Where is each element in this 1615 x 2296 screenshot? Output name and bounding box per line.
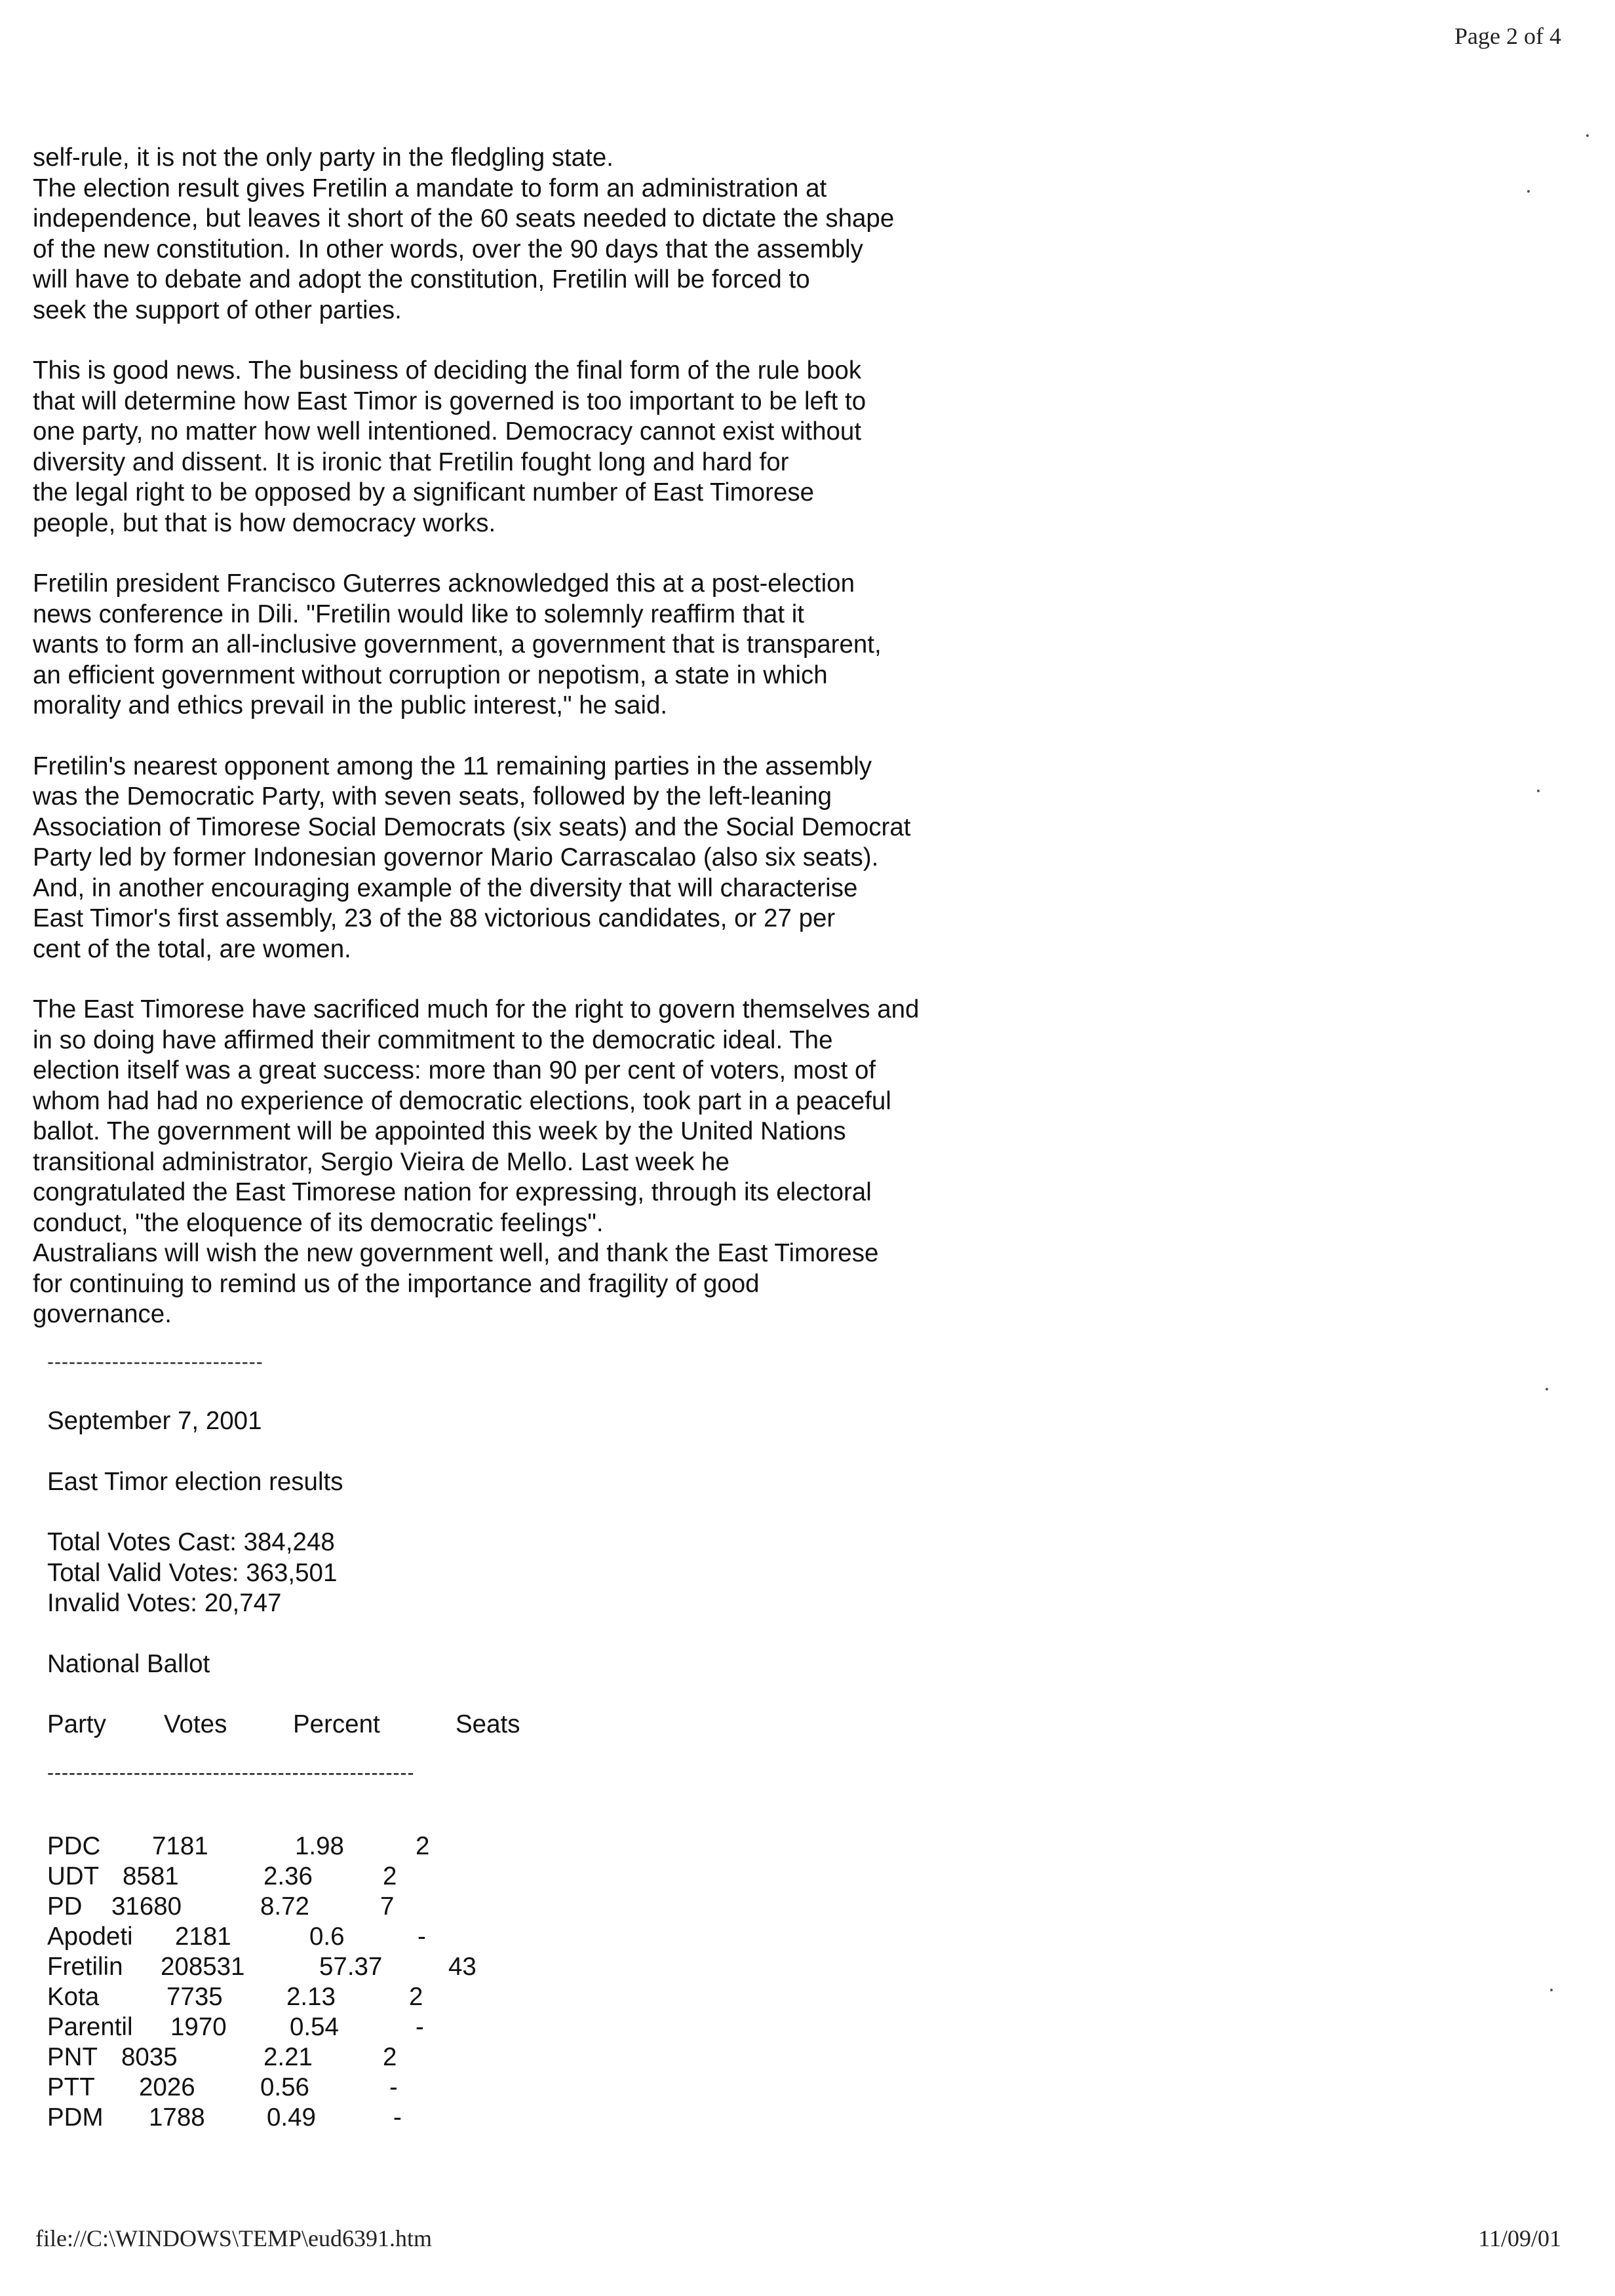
text-line: people, but that is how democracy works. <box>33 508 496 537</box>
scan-speck <box>1527 190 1530 193</box>
seats-cell: 2 <box>409 1983 423 2011</box>
votes-cell: 2181 <box>175 1923 231 1951</box>
text-line: East Timor's first assembly, 23 of the 88 victorious candidates, or 27 per <box>33 904 836 932</box>
invalid-votes: Invalid Votes: 20,747 <box>47 1589 282 1617</box>
paragraph-3 <box>33 569 1055 721</box>
votes-cell: 7181 <box>152 1832 208 1860</box>
percent-cell: 2.36 <box>263 1862 313 1890</box>
text-line: was the Democratic Party, with seven seats, followed by the left-leaning <box>33 782 832 811</box>
votes-cell: 8581 <box>123 1862 179 1890</box>
seats-cell: 43 <box>448 1953 477 1981</box>
votes-cell: 208531 <box>161 1953 245 1981</box>
text-line: conduct, "the eloquence of its democratic feelings". <box>33 1208 604 1237</box>
text-line: Fretilin's nearest opponent among the 11 remaining parties in the assembly <box>33 752 872 780</box>
text-line: cent of the total, are women. <box>33 934 351 963</box>
percent-cell: 8.72 <box>260 1892 309 1921</box>
column-header-party: Party <box>47 1710 106 1738</box>
text-line: for continuing to remind us of the importance and fragility of good <box>33 1269 760 1298</box>
party-cell: Parentil <box>47 2013 133 2041</box>
text-line: the legal right to be opposed by a significant number of East Timorese <box>33 478 815 507</box>
percent-cell: 2.21 <box>263 2043 313 2071</box>
paragraph-5 <box>33 995 1055 1330</box>
percent-cell: 0.54 <box>290 2013 339 2041</box>
table-divider: --------------------------------------------------- <box>47 1762 415 1784</box>
section-divider: ------------------------------ <box>47 1351 263 1373</box>
text-line: Association of Timorese Social Democrats (six seats) and the Social Democrat <box>33 813 911 841</box>
party-cell: PNT <box>47 2043 98 2071</box>
text-line: an efficient government without corruption or nepotism, a state in which <box>33 660 828 689</box>
scan-speck <box>1537 790 1540 792</box>
party-cell: PDC <box>47 1832 101 1860</box>
seats-cell: - <box>416 2013 424 2041</box>
percent-cell: 0.49 <box>267 2103 316 2132</box>
party-cell: UDT <box>47 1862 100 1890</box>
text-line: governance. <box>33 1300 172 1328</box>
seats-cell: 7 <box>380 1892 395 1921</box>
text-line: ballot. The government will be appointed this week by the United Nations <box>33 1117 846 1145</box>
paragraph-1 <box>33 143 1055 326</box>
text-line: diversity and dissent. It is ironic that Fretilin fought long and hard for <box>33 448 789 476</box>
column-header-votes: Votes <box>164 1710 227 1738</box>
seats-cell: - <box>418 1923 426 1951</box>
seats-cell: - <box>389 2073 398 2101</box>
scan-speck <box>1586 134 1589 137</box>
votes-cell: 2026 <box>139 2073 195 2101</box>
text-line: that will determine how East Timor is governed is too important to be left to <box>33 387 866 415</box>
text-line: self-rule, it is not the only party in the fledgling state. <box>33 144 613 172</box>
text-line: Party led by former Indonesian governor Mario Carrascalao (also six seats). <box>33 843 879 871</box>
ballot-title: National Ballot <box>47 1649 210 1678</box>
column-header-percent: Percent <box>293 1710 380 1738</box>
percent-cell: 57.37 <box>319 1953 383 1981</box>
text-line: independence, but leaves it short of the 60 seats needed to dictate the shape <box>33 204 895 233</box>
votes-cell: 31680 <box>111 1892 182 1921</box>
text-line: one party, no matter how well intentioned. Democracy cannot exist without <box>33 417 862 446</box>
text-line: wants to form an all-inclusive government, a government that is transparent, <box>33 630 882 659</box>
paragraph-2 <box>33 356 1055 539</box>
votes-cell: 1788 <box>149 2103 205 2132</box>
table-header <box>47 1710 520 1740</box>
text-line: seek the support of other parties. <box>33 296 402 324</box>
votes-cell: 1970 <box>170 2013 227 2041</box>
party-cell: Apodeti <box>47 1923 133 1951</box>
total-votes-cast: Total Votes Cast: 384,248 <box>47 1528 335 1556</box>
paragraph-4 <box>33 752 1055 965</box>
party-cell: PDM <box>47 2103 104 2132</box>
column-header-seats: Seats <box>456 1710 520 1738</box>
text-line: news conference in Dili. "Fretilin would like to solemnly reaffirm that it <box>33 600 804 628</box>
seats-cell: 2 <box>383 2043 397 2071</box>
total-valid-votes: Total Valid Votes: 363,501 <box>47 1558 338 1587</box>
percent-cell: 2.13 <box>286 1983 336 2011</box>
votes-cell: 7735 <box>166 1983 223 2011</box>
text-line: Australians will wish the new government well, and thank the East Timorese <box>33 1239 879 1267</box>
results-date: September 7, 2001 <box>47 1407 262 1435</box>
text-line: This is good news. The business of deciding the final form of the rule book <box>33 356 862 385</box>
seats-cell: 2 <box>383 1862 397 1890</box>
text-line: will have to debate and adopt the constitution, Fretilin will be forced to <box>33 265 810 294</box>
page-footer <box>35 2225 1561 2257</box>
text-line: morality and ethics prevail in the public interest," he said. <box>33 691 668 719</box>
page-number: Page 2 of 4 <box>1454 23 1561 49</box>
party-cell: PD <box>47 1892 83 1921</box>
seats-cell: 2 <box>416 1832 430 1860</box>
results-title: East Timor election results <box>47 1467 343 1496</box>
percent-cell: 0.6 <box>309 1923 345 1951</box>
text-line: of the new constitution. In other words, over the 90 days that the assembly <box>33 235 863 263</box>
text-line: transitional administrator, Sergio Vieira de Mello. Last week he <box>33 1147 730 1176</box>
text-line: The East Timorese have sacrificed much for the right to govern themselves and <box>33 995 920 1024</box>
text-line: The election result gives Fretilin a mandate to form an administration at <box>33 174 827 202</box>
percent-cell: 0.56 <box>260 2073 309 2101</box>
votes-cell: 8035 <box>121 2043 178 2071</box>
party-cell: Kota <box>47 1983 100 2011</box>
text-line: And, in another encouraging example of the diversity that will characterise <box>33 873 858 902</box>
text-line: election itself was a great success: more than 90 per cent of voters, most of <box>33 1056 876 1084</box>
text-line: congratulated the East Timorese nation for expressing, through its electoral <box>33 1178 872 1206</box>
text-line: Fretilin president Francisco Guterres acknowledged this at a post-election <box>33 569 855 598</box>
election-results <box>47 1367 520 1789</box>
print-date: 11/09/01 <box>1478 2225 1561 2251</box>
party-cell: Fretilin <box>47 1953 123 1981</box>
seats-cell: - <box>393 2103 402 2132</box>
party-cell: PTT <box>47 2073 95 2101</box>
text-line: in so doing have affirmed their commitment to the democratic ideal. The <box>33 1025 833 1054</box>
article-body <box>33 143 1055 1330</box>
percent-cell: 1.98 <box>295 1832 344 1860</box>
text-line: whom had had no experience of democratic elections, took part in a peaceful <box>33 1086 891 1115</box>
scan-speck <box>1546 1388 1548 1390</box>
file-path: file://C:\WINDOWS\TEMP\eud6391.htm <box>35 2225 432 2251</box>
scan-speck <box>1550 1989 1553 1991</box>
